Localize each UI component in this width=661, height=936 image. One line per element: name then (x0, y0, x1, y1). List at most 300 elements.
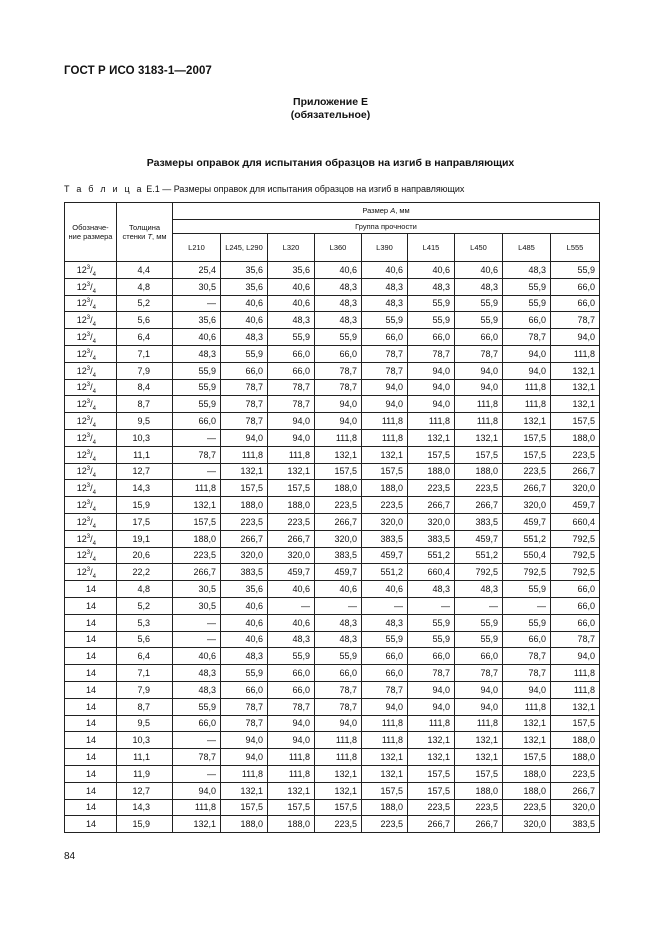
table-row (65, 262, 600, 279)
table-row (65, 732, 600, 749)
cell-thickness: 10,3 (117, 732, 173, 749)
cell-size-value: 266,7 (455, 497, 503, 514)
cell-size-value: 66,0 (173, 715, 221, 732)
cell-size-value: 188,0 (268, 497, 315, 514)
table-row (65, 413, 600, 430)
cell-thickness: 6,4 (117, 648, 173, 665)
header-thickness-pre: Толщина стенки (122, 222, 161, 241)
cell-size-value: 35,6 (173, 312, 221, 329)
table-row (65, 480, 600, 497)
cell-size-value: 188,0 (315, 480, 362, 497)
cell-size-value: 383,5 (362, 530, 408, 547)
cell-size-value: 94,0 (408, 681, 455, 698)
cell-size-value: 55,9 (503, 614, 551, 631)
table-row (65, 715, 600, 732)
cell-size-value: 48,3 (173, 345, 221, 362)
table-row (65, 782, 600, 799)
designation-value: 14 (85, 617, 96, 628)
cell-size-value: 551,2 (455, 547, 503, 564)
cell-size-value: 78,7 (362, 681, 408, 698)
cell-size-value: 66,0 (315, 345, 362, 362)
table-row (65, 295, 600, 312)
cell-size-value: 94,0 (551, 329, 600, 346)
cell-size-value: 78,7 (221, 379, 268, 396)
cell-size-value: 188,0 (503, 782, 551, 799)
header-designation: Обозначе-ние размера (65, 203, 117, 262)
cell-designation: $12^3/_4$ (65, 396, 117, 413)
cell-size-value: 78,7 (221, 396, 268, 413)
cell-size-value: 48,3 (362, 295, 408, 312)
cell-size-value: 40,6 (362, 262, 408, 279)
fraction-numerator: 3 (86, 483, 91, 490)
cell-size-value: 111,8 (408, 413, 455, 430)
cell-size-value: 266,7 (268, 530, 315, 547)
cell-size-value: 94,0 (315, 715, 362, 732)
header-grade: L360 (315, 234, 362, 262)
cell-size-value: 320,0 (408, 513, 455, 530)
fraction-denominator: 4 (92, 473, 96, 480)
designation-value: 12 (76, 365, 87, 376)
cell-thickness: 15,9 (117, 497, 173, 514)
designation-value: 12 (76, 332, 87, 343)
designation-value: 14 (85, 651, 96, 662)
cell-size-value: 78,7 (455, 345, 503, 362)
designation-value: 12 (76, 281, 87, 292)
cell-size-value: 320,0 (362, 513, 408, 530)
cell-size-value: 94,0 (362, 396, 408, 413)
cell-size-value: 66,0 (315, 665, 362, 682)
cell-size-value: 94,0 (315, 413, 362, 430)
cell-size-value: 459,7 (455, 530, 503, 547)
cell-size-value: 223,5 (362, 816, 408, 833)
cell-thickness: 8,7 (117, 698, 173, 715)
table-row (65, 497, 600, 514)
cell-size-value: 383,5 (455, 513, 503, 530)
cell-size-value: 94,0 (268, 429, 315, 446)
cell-size-value: 132,1 (408, 749, 455, 766)
cell-size-value: 132,1 (455, 749, 503, 766)
cell-size-value: 111,8 (551, 345, 600, 362)
designation-value: 14 (85, 701, 96, 712)
cell-size-value: 111,8 (362, 732, 408, 749)
cell-size-value: 55,9 (503, 581, 551, 598)
fraction-denominator: 4 (92, 557, 96, 564)
cell-size-value: 132,1 (362, 446, 408, 463)
cell-thickness: 11,1 (117, 446, 173, 463)
cell-size-value: 55,9 (455, 312, 503, 329)
fraction-denominator: 4 (92, 406, 96, 413)
cell-size-value: — (173, 614, 221, 631)
fraction-numerator: 3 (86, 567, 91, 574)
fraction-numerator: 3 (86, 449, 91, 456)
table-row (65, 278, 600, 295)
appendix-title: Приложение Е (293, 96, 368, 108)
cell-size-value: 157,5 (408, 446, 455, 463)
cell-designation (65, 681, 117, 698)
cell-size-value: 66,0 (503, 312, 551, 329)
cell-size-value: 459,7 (315, 564, 362, 581)
table-row (65, 396, 600, 413)
designation-value: 14 (85, 668, 96, 679)
designation-value: 14 (85, 600, 96, 611)
cell-size-value: 188,0 (551, 732, 600, 749)
fraction-numerator: 3 (86, 416, 91, 423)
cell-size-value: 66,0 (551, 581, 600, 598)
header-grade: L450 (455, 234, 503, 262)
cell-size-value: — (408, 597, 455, 614)
cell-size-value: 157,5 (503, 429, 551, 446)
cell-size-value: 66,0 (455, 329, 503, 346)
cell-size-value: 111,8 (503, 379, 551, 396)
cell-size-value: 48,3 (221, 648, 268, 665)
cell-size-value: — (173, 463, 221, 480)
fraction-denominator: 4 (92, 506, 96, 513)
cell-designation: $12^3/_4$ (65, 379, 117, 396)
cell-size-value: 48,3 (173, 665, 221, 682)
cell-size-value: 66,0 (221, 681, 268, 698)
cell-thickness: 10,3 (117, 429, 173, 446)
cell-thickness: 19,1 (117, 530, 173, 547)
cell-size-value: 383,5 (315, 547, 362, 564)
designation-value: 14 (85, 584, 96, 595)
cell-size-value: 94,0 (268, 732, 315, 749)
cell-size-value: 55,9 (503, 295, 551, 312)
fraction-denominator: 4 (92, 271, 96, 278)
cell-size-value: 266,7 (551, 463, 600, 480)
cell-size-value: 48,3 (315, 278, 362, 295)
header-grade: L390 (362, 234, 408, 262)
cell-size-value: 792,5 (503, 564, 551, 581)
cell-size-value: 320,0 (551, 480, 600, 497)
cell-size-value: — (503, 597, 551, 614)
cell-designation: $12^3/_4$ (65, 530, 117, 547)
designation-value: 14 (85, 819, 96, 830)
cell-size-value: 55,9 (455, 631, 503, 648)
cell-size-value: 78,7 (315, 681, 362, 698)
cell-size-value: 111,8 (455, 715, 503, 732)
designation-value: 12 (76, 315, 87, 326)
cell-size-value: 78,7 (551, 631, 600, 648)
cell-designation (65, 665, 117, 682)
fraction-numerator: 3 (86, 281, 91, 288)
cell-size-value: 660,4 (408, 564, 455, 581)
cell-thickness: 9,5 (117, 413, 173, 430)
cell-size-value: 35,6 (221, 278, 268, 295)
cell-thickness: 5,6 (117, 631, 173, 648)
cell-size-value: 55,9 (455, 295, 503, 312)
designation-value: 14 (85, 752, 96, 762)
fraction-numerator: 3 (86, 365, 91, 372)
fraction-numerator: 3 (86, 533, 91, 540)
cell-size-value: 188,0 (503, 765, 551, 782)
cell-size-value: 94,0 (455, 698, 503, 715)
cell-size-value: 66,0 (221, 362, 268, 379)
cell-size-value: 55,9 (362, 631, 408, 648)
cell-size-value: — (173, 732, 221, 749)
cell-size-value: 157,5 (455, 765, 503, 782)
fraction-numerator: 3 (86, 264, 91, 271)
designation-value: 14 (85, 785, 96, 796)
cell-size-value: 459,7 (503, 513, 551, 530)
fraction-denominator: 4 (92, 574, 96, 581)
fraction-numerator: 3 (86, 382, 91, 389)
cell-size-value: 78,7 (551, 312, 600, 329)
cell-size-value: 78,7 (173, 749, 221, 766)
cell-size-value: 157,5 (503, 749, 551, 766)
cell-size-value: 78,7 (221, 413, 268, 430)
cell-designation: $12^3/_4$ (65, 463, 117, 480)
cell-thickness: 5,2 (117, 597, 173, 614)
cell-size-value: 188,0 (221, 816, 268, 833)
cell-size-value: 157,5 (551, 413, 600, 430)
designation-value: 14 (85, 684, 96, 695)
cell-designation (65, 614, 117, 631)
cell-size-value: 132,1 (173, 497, 221, 514)
cell-size-value: 66,0 (268, 681, 315, 698)
cell-thickness: 5,2 (117, 295, 173, 312)
fraction-denominator: 4 (92, 372, 96, 379)
table-row (65, 329, 600, 346)
cell-size-value: 48,3 (315, 312, 362, 329)
cell-size-value: 111,8 (455, 396, 503, 413)
cell-size-value: 111,8 (503, 698, 551, 715)
cell-designation: $12^3/_4$ (65, 295, 117, 312)
cell-size-value: 78,7 (221, 715, 268, 732)
cell-size-value: 111,8 (362, 715, 408, 732)
cell-size-value: 40,6 (268, 295, 315, 312)
header-thickness (117, 203, 173, 262)
cell-size-value: 188,0 (455, 782, 503, 799)
header-grade: L555 (551, 234, 600, 262)
cell-size-value: 66,0 (408, 329, 455, 346)
cell-size-value: 111,8 (551, 665, 600, 682)
cell-size-value: 40,6 (455, 262, 503, 279)
cell-size-value: 94,0 (268, 413, 315, 430)
header-grade: L485 (503, 234, 551, 262)
cell-size-value: 66,0 (455, 648, 503, 665)
cell-size-value: 35,6 (221, 581, 268, 598)
cell-size-value: 111,8 (455, 413, 503, 430)
cell-size-value: 55,9 (221, 665, 268, 682)
table-row (65, 446, 600, 463)
cell-size-value: 94,0 (315, 396, 362, 413)
section-title: Размеры оправок для испытания образцов на изгиб в направляющих (146, 157, 515, 169)
cell-size-value: — (315, 597, 362, 614)
designation-value: 14 (85, 735, 96, 746)
cell-size-value: 78,7 (503, 665, 551, 682)
cell-size-value: 320,0 (268, 547, 315, 564)
fraction-denominator: 4 (92, 523, 96, 530)
cell-size-value: 55,9 (268, 648, 315, 665)
cell-size-value: 320,0 (315, 530, 362, 547)
cell-size-value: 132,1 (221, 463, 268, 480)
cell-size-value: 660,4 (551, 513, 600, 530)
cell-size-value: 78,7 (315, 362, 362, 379)
cell-size-value: 132,1 (408, 429, 455, 446)
cell-designation: $12^3/_4$ (65, 329, 117, 346)
cell-thickness: 4,4 (117, 262, 173, 279)
header-grade: L415 (408, 234, 455, 262)
cell-size-value: 40,6 (268, 278, 315, 295)
cell-size-value: 66,0 (268, 345, 315, 362)
cell-size-value: 132,1 (268, 463, 315, 480)
cell-size-value: 111,8 (268, 446, 315, 463)
cell-size-value: 94,0 (503, 681, 551, 698)
cell-size-value: 792,5 (551, 564, 600, 581)
table-row (65, 765, 600, 782)
cell-size-value: 157,5 (408, 765, 455, 782)
cell-size-value: 40,6 (268, 614, 315, 631)
cell-size-value: 551,2 (408, 547, 455, 564)
fraction-numerator: 3 (86, 348, 91, 355)
cell-size-value: 48,3 (315, 295, 362, 312)
cell-size-value: 48,3 (408, 581, 455, 598)
table-row (65, 597, 600, 614)
header-grade: L210 (173, 234, 221, 262)
cell-size-value: 550,4 (503, 547, 551, 564)
cell-size-value: 25,4 (173, 262, 221, 279)
fraction-denominator: 4 (92, 456, 96, 463)
cell-size-value: 55,9 (362, 312, 408, 329)
cell-size-value: 111,8 (315, 429, 362, 446)
cell-thickness: 12,7 (117, 463, 173, 480)
cell-size-value: 94,0 (173, 782, 221, 799)
table-row (65, 564, 600, 581)
cell-thickness: 17,5 (117, 513, 173, 530)
table-row (65, 513, 600, 530)
designation-value: 12 (76, 382, 87, 393)
cell-size-value: 157,5 (221, 799, 268, 816)
fraction-denominator: 4 (92, 322, 96, 329)
fraction-denominator: 4 (92, 355, 96, 362)
designation-value: 12 (76, 348, 87, 359)
cell-size-value: 132,1 (551, 698, 600, 715)
cell-size-value: 30,5 (173, 581, 221, 598)
cell-size-value: 223,5 (408, 480, 455, 497)
cell-size-value: 157,5 (362, 782, 408, 799)
designation-value: 12 (76, 550, 87, 561)
cell-size-value: 78,7 (268, 698, 315, 715)
document-id: ГОСТ Р ИСО 3183-1—2007 (64, 65, 212, 77)
cell-thickness: 22,2 (117, 564, 173, 581)
cell-size-value: 94,0 (408, 396, 455, 413)
cell-size-value: 111,8 (362, 413, 408, 430)
caption-text: Е.1 — Размеры оправок для испытания образцов на изгиб в направляющих (143, 184, 465, 194)
cell-size-value: 188,0 (455, 463, 503, 480)
table-caption (64, 184, 464, 194)
appendix-subtitle: (обязательное) (290, 109, 371, 121)
cell-thickness: 7,1 (117, 345, 173, 362)
cell-size-value: 78,7 (268, 396, 315, 413)
cell-size-value: 132,1 (315, 782, 362, 799)
cell-size-value: 55,9 (408, 614, 455, 631)
cell-size-value: 111,8 (315, 732, 362, 749)
page-number: 84 (64, 851, 76, 862)
cell-size-value: 459,7 (551, 497, 600, 514)
cell-size-value: 94,0 (408, 698, 455, 715)
cell-size-value: 223,5 (551, 765, 600, 782)
cell-size-value: 94,0 (503, 345, 551, 362)
designation-value: 12 (76, 483, 87, 494)
cell-size-value: 459,7 (362, 547, 408, 564)
cell-size-value: 78,7 (221, 698, 268, 715)
cell-size-value: 48,3 (408, 278, 455, 295)
cell-thickness: 14,3 (117, 480, 173, 497)
cell-size-value: 78,7 (268, 379, 315, 396)
designation-value: 12 (76, 298, 87, 309)
cell-size-value: 551,2 (503, 530, 551, 547)
header-grade: L320 (268, 234, 315, 262)
cell-size-value: 111,8 (173, 480, 221, 497)
cell-size-value: 223,5 (455, 480, 503, 497)
cell-size-value: 223,5 (503, 799, 551, 816)
cell-size-value: 40,6 (315, 262, 362, 279)
cell-size-value: 132,1 (551, 379, 600, 396)
cell-size-value: 188,0 (551, 749, 600, 766)
cell-size-value: 111,8 (268, 749, 315, 766)
cell-size-value: 48,3 (173, 681, 221, 698)
cell-size-value: 157,5 (503, 446, 551, 463)
cell-designation (65, 749, 117, 766)
cell-designation: $12^3/_4$ (65, 262, 117, 279)
cell-size-value: 111,8 (221, 446, 268, 463)
cell-size-value: 132,1 (455, 732, 503, 749)
cell-designation: $12^3/_4$ (65, 513, 117, 530)
cell-thickness: 6,4 (117, 329, 173, 346)
cell-size-value: 111,8 (173, 799, 221, 816)
cell-thickness: 8,7 (117, 396, 173, 413)
cell-thickness: 8,4 (117, 379, 173, 396)
header-strength-group: Группа прочности (173, 220, 600, 234)
cell-size-value: 40,6 (173, 329, 221, 346)
cell-size-value: 55,9 (221, 345, 268, 362)
cell-size-value: 383,5 (551, 816, 600, 833)
cell-size-value: 266,7 (408, 497, 455, 514)
cell-size-value: 266,7 (503, 480, 551, 497)
cell-size-value: 223,5 (173, 547, 221, 564)
fraction-numerator: 3 (86, 466, 91, 473)
cell-size-value: 792,5 (455, 564, 503, 581)
cell-size-value: 132,1 (362, 749, 408, 766)
cell-size-value: 66,0 (551, 295, 600, 312)
cell-size-value: 132,1 (315, 446, 362, 463)
designation-value: 14 (85, 634, 96, 645)
table-row (65, 665, 600, 682)
cell-size-value: 111,8 (503, 396, 551, 413)
cell-size-value: 66,0 (408, 648, 455, 665)
cell-size-value: — (173, 295, 221, 312)
cell-designation (65, 715, 117, 732)
cell-size-value: 320,0 (551, 799, 600, 816)
cell-thickness: 4,8 (117, 581, 173, 598)
cell-size-value: 157,5 (173, 513, 221, 530)
cell-designation: $12^3/_4$ (65, 446, 117, 463)
designation-value: 12 (76, 416, 87, 427)
cell-size-value: 266,7 (315, 513, 362, 530)
cell-size-value: — (455, 597, 503, 614)
cell-size-value: 157,5 (268, 480, 315, 497)
cell-size-value: 94,0 (221, 749, 268, 766)
cell-size-value: 78,7 (315, 698, 362, 715)
designation-value: 12 (76, 399, 87, 410)
cell-size-value: 266,7 (173, 564, 221, 581)
cell-size-value: 223,5 (362, 497, 408, 514)
cell-size-value: 40,6 (221, 631, 268, 648)
cell-size-value: 94,0 (221, 732, 268, 749)
cell-size-value: 40,6 (221, 614, 268, 631)
designation-value: 12 (76, 432, 87, 443)
cell-size-value: 157,5 (315, 799, 362, 816)
